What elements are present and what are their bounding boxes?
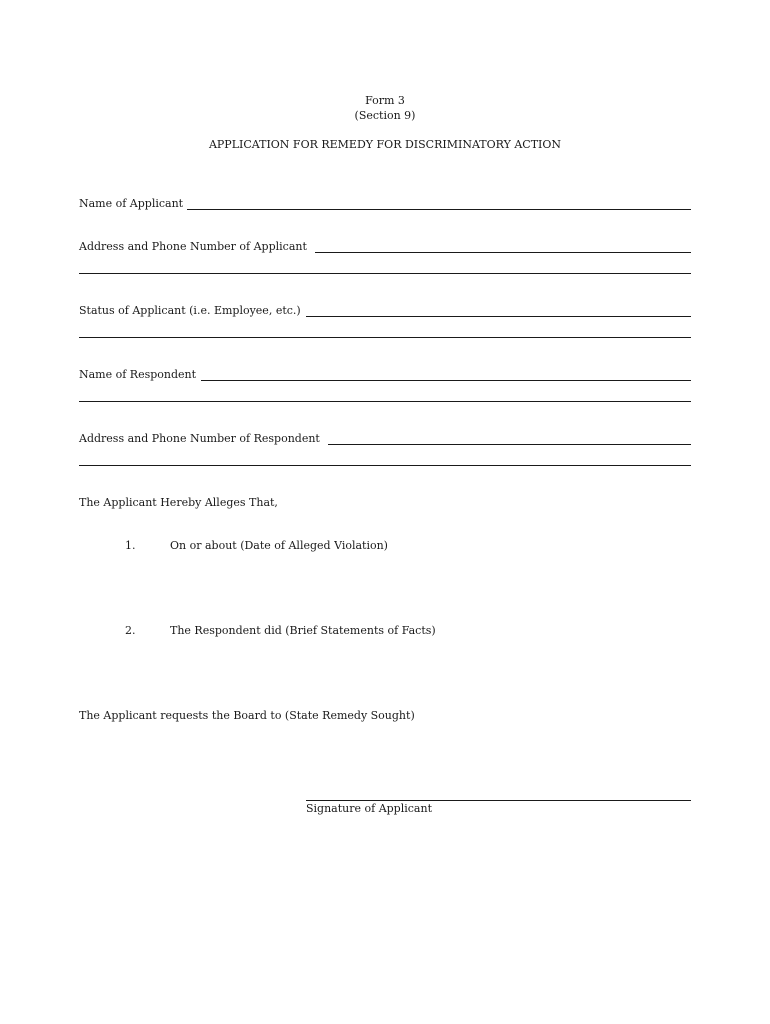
applicant-name-label: Name of Applicant [79, 197, 184, 210]
respondent-address-line-2[interactable] [79, 465, 691, 466]
respondent-address-line-1[interactable] [328, 444, 691, 445]
applicant-status-line-1[interactable] [306, 316, 691, 317]
signature-line[interactable] [306, 800, 691, 801]
applicant-address-line-1[interactable] [315, 252, 691, 253]
applicant-status-label: Status of Applicant (i.e. Employee, etc.) [79, 304, 301, 317]
respondent-name-line-2[interactable] [79, 401, 691, 402]
remedy-request: The Applicant requests the Board to (State Remedy Sought) [79, 709, 415, 722]
respondent-address-label: Address and Phone Number of Respondent [79, 432, 320, 445]
form-number: Form 3 [365, 94, 405, 107]
respondent-name-label: Name of Respondent [79, 368, 197, 381]
applicant-address-label: Address and Phone Number of Applicant [79, 240, 307, 253]
allegation-2-number: 2. [125, 624, 136, 637]
form-section: (Section 9) [354, 109, 416, 122]
signature-label: Signature of Applicant [306, 802, 432, 815]
applicant-status-line-2[interactable] [79, 337, 691, 338]
allegation-2-text: The Respondent did (Brief Statements of Facts) [170, 624, 436, 637]
respondent-name-line-1[interactable] [201, 380, 691, 381]
allegation-1-text: On or about (Date of Alleged Violation) [170, 539, 388, 552]
applicant-address-line-2[interactable] [79, 273, 691, 274]
allegations-intro: The Applicant Hereby Alleges That, [79, 496, 278, 509]
applicant-name-line[interactable] [187, 209, 691, 210]
allegation-1-number: 1. [125, 539, 136, 552]
form-title: APPLICATION FOR REMEDY FOR DISCRIMINATORY ACTION [208, 138, 562, 151]
